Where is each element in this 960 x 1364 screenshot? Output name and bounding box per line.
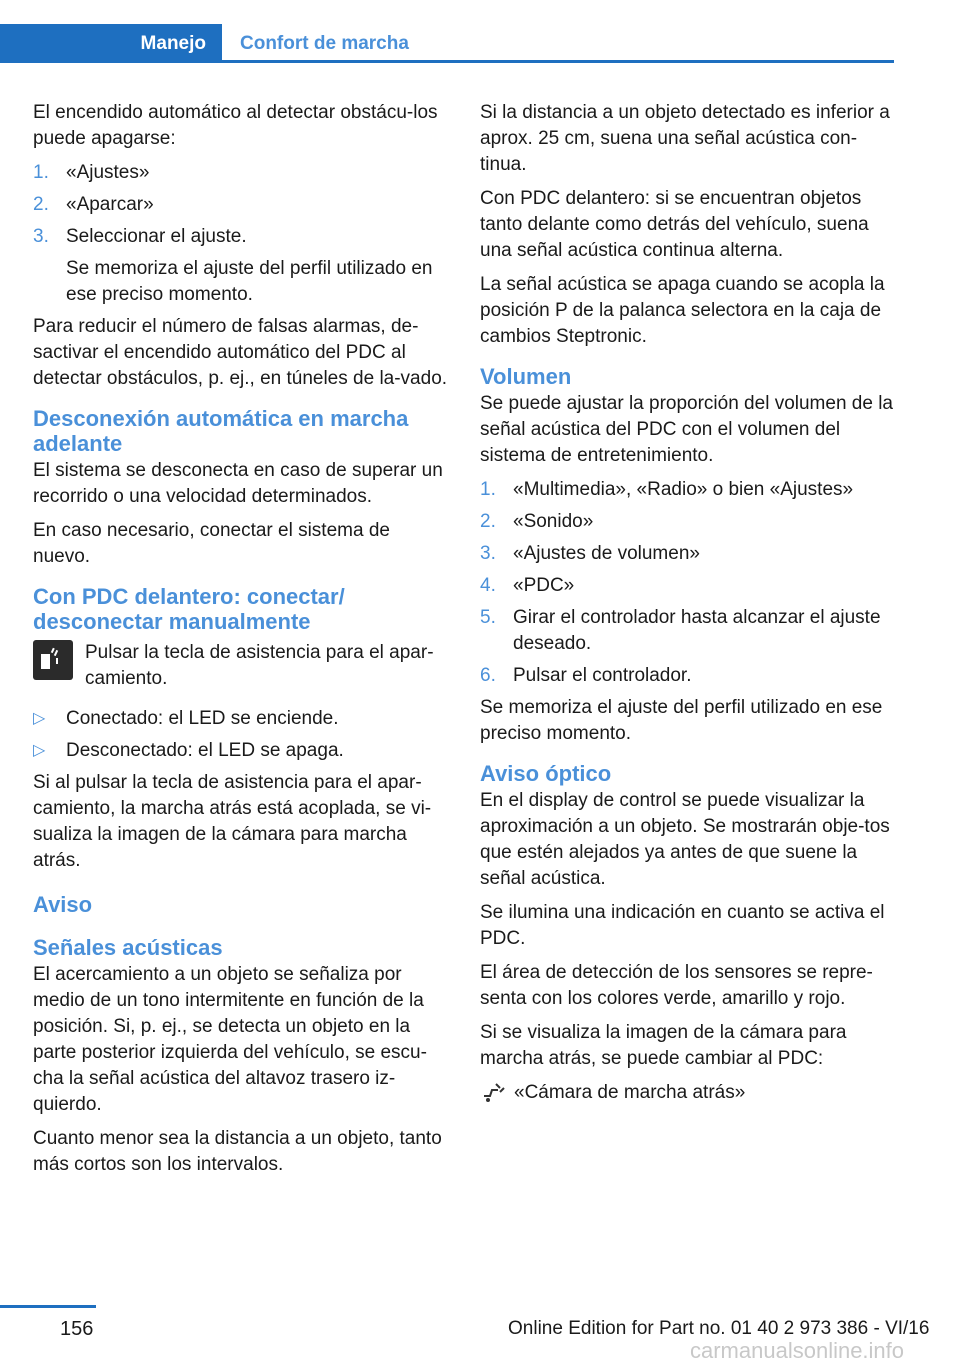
section-heading: Con PDC delantero: conectar/ desconectar manualmente: [33, 584, 345, 634]
left-column: [33, 100, 449, 1186]
paragraph: Si se visualiza la imagen de la cámara para marcha atrás, se puede cambiar al PDC:: [480, 1022, 847, 1069]
paragraph: En caso necesario, conectar el sistema de nuevo.: [33, 520, 390, 567]
paragraph: Se puede ajustar la proporción del volumen de la señal acústica del PDC con el volumen del sistema de entretenimiento.: [480, 393, 893, 466]
section-heading: Aviso: [33, 892, 93, 917]
edition-text: Online Edition for Part no. 01 40 2 973 386 - VI/16: [508, 1318, 930, 1339]
paragraph: El sistema se desconecta en caso de superar un recorrido o una velocidad determinados.: [33, 460, 443, 507]
paragraph: Se ilumina una indicación en cuanto se activa el PDC.: [480, 902, 885, 949]
paragraph: El área de detección de los sensores se repre-senta con los colores verde, amarillo y rojo.: [480, 962, 873, 1009]
pdc-instruction: [33, 640, 449, 692]
list-item: [33, 706, 449, 732]
page-number: 156: [60, 1318, 94, 1340]
paragraph: Se memoriza el ajuste del perfil utilizado en ese preciso momento.: [480, 697, 883, 744]
pdc-button-icon: [33, 640, 73, 680]
list-text: «Aparcar»: [66, 194, 154, 215]
list-item: [480, 663, 896, 689]
list-number: 6.: [480, 665, 496, 686]
bullet-list: [33, 706, 449, 764]
paragraph: La señal acústica se apaga cuando se acopla la posición P de la palanca selectora en la caja de cambios Steptronic.: [480, 274, 885, 347]
paragraph: El encendido automático al detectar obstácu-los puede apagarse:: [33, 102, 438, 149]
list-text: «Ajustes de volumen»: [513, 543, 700, 564]
paragraph: En el display de control se puede visualizar la aproximación a un objeto. Se mostrarán obje-tos que estén alejados ya antes de que suene la señal acústica.: [480, 790, 890, 889]
list-number: 2.: [480, 511, 496, 532]
list-item: [33, 192, 449, 218]
list-item: [33, 160, 449, 186]
list-number: 5.: [480, 607, 496, 628]
list-text: «Ajustes»: [66, 162, 150, 183]
paragraph: El acercamiento a un objeto se señaliza por medio de un tono intermitente en función de la posición. Si, p. ej., se detecta un objeto en la parte posterior izquierda del vehículo, se escu-cha la señal acústica del altavoz trasero iz-quierdo.: [33, 964, 427, 1115]
right-column: [480, 100, 896, 1106]
triangle-bullet-icon: ▷: [33, 710, 46, 727]
list-text: «Multimedia», «Radio» o bien «Ajustes»: [513, 479, 854, 500]
list-text: Conectado: el LED se enciende.: [66, 708, 339, 729]
list-subtext: Se memoriza el ajuste del perfil utilizado en ese preciso momento.: [66, 258, 433, 305]
header-rule: [0, 60, 894, 63]
list-item: [480, 509, 896, 535]
list-text: Seleccionar el ajuste.: [66, 226, 247, 247]
parking-camera-icon: [480, 1080, 506, 1104]
list-text: Desconectado: el LED se apaga.: [66, 740, 344, 761]
chapter-tab-active: Manejo: [0, 24, 222, 63]
list-item: [33, 738, 449, 764]
paragraph: Si la distancia a un objeto detectado es inferior a aprox. 25 cm, suena una señal acústica con-tinua.: [480, 102, 890, 175]
list-number: 4.: [480, 575, 496, 596]
watermark: carmanualsonline.info: [690, 1338, 905, 1363]
list-number: 3.: [480, 543, 496, 564]
numbered-list: [33, 160, 449, 308]
paragraph: Para reducir el número de falsas alarmas, de-sactivar el encendido automático del PDC al detectar obstáculos, p. ej., en túneles de la-vado.: [33, 316, 448, 389]
section-tab: Confort de marcha: [240, 32, 409, 54]
triangle-bullet-icon: ▷: [33, 742, 46, 759]
list-item: [33, 224, 449, 308]
paragraph: Cuanto menor sea la distancia a un objeto, tanto más cortos son los intervalos.: [33, 1128, 442, 1175]
list-number: 2.: [33, 194, 49, 215]
camera-option-text: «Cámara de marcha atrás»: [514, 1082, 746, 1103]
numbered-list: [480, 477, 896, 689]
list-item: [480, 541, 896, 567]
list-item: [480, 477, 896, 503]
pdc-instruction-text: Pulsar la tecla de asistencia para el apar-camiento.: [85, 642, 434, 689]
footer-rule: [0, 1305, 96, 1308]
subsection-heading: Señales acústicas: [33, 935, 223, 960]
list-number: 1.: [33, 162, 49, 183]
section-heading: Aviso óptico: [480, 761, 612, 786]
paragraph: Si al pulsar la tecla de asistencia para el apar-camiento, la marcha atrás está acoplada, se vi-sualiza la imagen de la cámara para marcha atrás.: [33, 772, 432, 871]
list-number: 3.: [33, 226, 49, 247]
list-number: 1.: [480, 479, 496, 500]
section-heading: Volumen: [480, 364, 572, 389]
list-text: «Sonido»: [513, 511, 594, 532]
section-heading: Desconexión automática en marcha adelante: [33, 406, 409, 456]
list-item: [480, 573, 896, 599]
list-text: «PDC»: [513, 575, 575, 596]
camera-option: [480, 1080, 896, 1106]
list-text: Girar el controlador hasta alcanzar el ajuste deseado.: [513, 607, 881, 654]
list-text: Pulsar el controlador.: [513, 665, 692, 686]
paragraph: Con PDC delantero: si se encuentran objetos tanto delante como detrás del vehículo, suena una señal acústica continua alterna.: [480, 188, 869, 261]
list-item: [480, 605, 896, 657]
